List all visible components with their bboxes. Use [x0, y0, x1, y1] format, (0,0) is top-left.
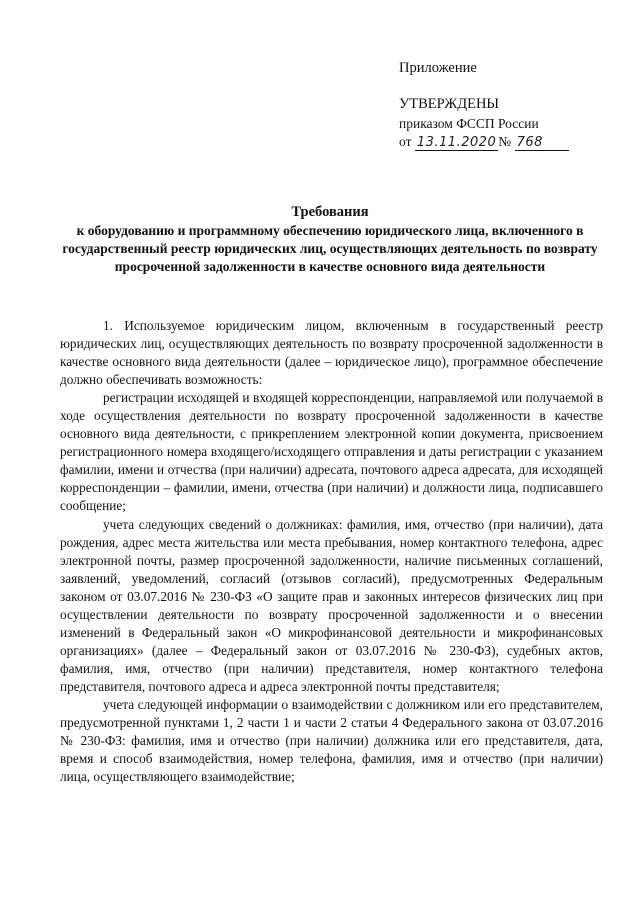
approved-label: УТВЕРЖДЕНЫ — [399, 96, 500, 112]
paragraph-1: 1. Используемое юридическим лицом, включенным в государственный реестр юридических лиц, осуществляющих деятельность по возврату просроченной задолженности в качестве основного вида деятельности (далее – юридическое лицо), программное обеспечение должно обеспечивать возможность: — [60, 318, 603, 388]
from-label: от — [399, 134, 412, 149]
order-label: приказом ФССП России — [399, 116, 539, 131]
paragraph-2: регистрации исходящей и входящей корреспонденции, направляемой или получаемой в ходе осуществления деятельности по возврату просроченной задолженности в качестве основного вида деятельности, с прикреплением электронной копии документа, присвоением регистрационного номера входящего/исходящего отправления и даты регистрации с указанием фамилии, имени и отчества (при наличии) адресата, почтового адреса адресата, для исходящей корреспонденции – фамилии, имени, отчества (при наличии) и должности лица, подписавшего сообщение; — [60, 390, 603, 514]
number-sign: № — [498, 134, 512, 149]
paragraph-3: учета следующих сведений о должниках: фамилия, имя, отчество (при наличии), дата рождения, адрес места жительства или места пребывания, номер контактного телефона, адрес электронной почты, размер просроченной задолженности, наличие письменных соглашений, заявлений, уведомлений, согласий (отзывов согласий), предусмотренных Федеральным законом от 03.07.2016 № 230-ФЗ «О защите прав и законных интересов физических лиц при осуществлении деятельности по возврату просроченной задолженности и о внесении изменений в Федеральный закон «О микрофинансовой деятельности и микрофинансовых организациях» (далее – Федеральный закон от 03.07.2016 № 230-ФЗ), судебных актов, фамилия, имя, отчество (при наличии) представителя, номер контактного телефона представителя, почтового адреса и адреса электронной почты представителя; — [60, 516, 603, 694]
document-body — [60, 317, 603, 786]
appendix-label: Приложение — [399, 60, 477, 76]
document-title — [60, 203, 600, 276]
handwritten-number: 768 — [516, 135, 543, 150]
order-date-line — [399, 134, 569, 151]
handwritten-date: 13.11.2020 — [416, 135, 497, 150]
title-subtitle: к оборудованию и программному обеспечению юридического лица, включенного в государственный реестр юридических лиц, осуществляющих деятельность по возврату просроченной задолженности в качестве основного вида деятельности — [62, 223, 598, 274]
paragraph-4: учета следующей информации о взаимодействии с должником или его представителем, предусмотренной пунктами 1, 2 части 1 и части 2 статьи 4 Федерального закона от 03.07.2016 № 230-ФЗ: фамилия, имя и отчество (при наличии) должника или его представителя, дата, время и способ взаимодействия, номер телефона, фамилия, имя и отчество (при наличии) лица, осуществляющего взаимодействие; — [60, 696, 603, 785]
title-main: Требования — [291, 204, 369, 220]
